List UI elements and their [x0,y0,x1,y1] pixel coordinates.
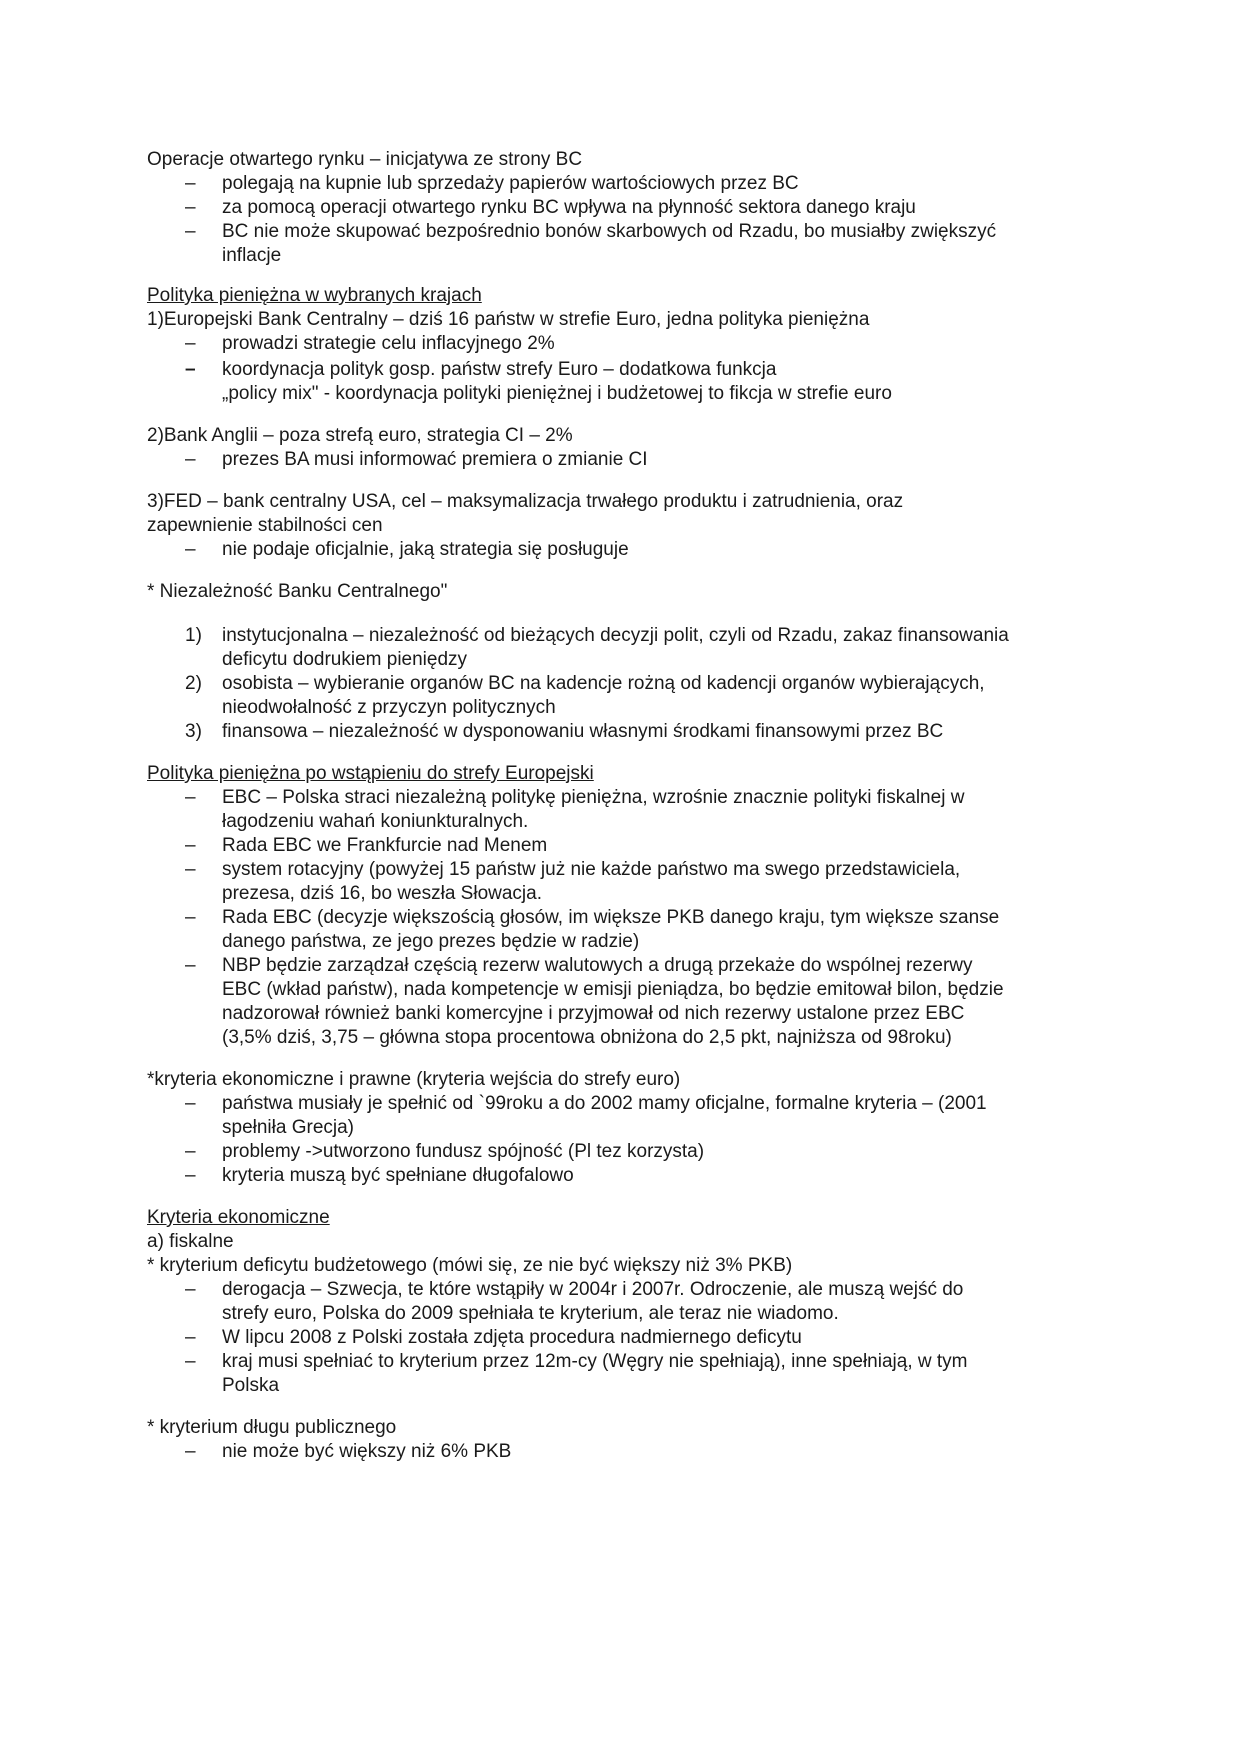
dash-marker: – [185,197,196,218]
dash-marker: – [185,907,196,928]
dash-marker: – [185,1351,196,1372]
item-text: osobista – wybieranie organów BC na kadencje rożną od kadencji organów wybierających, [222,673,985,694]
item-number: 1) [185,625,202,646]
bullet-text: danego państwa, ze jego prezes będzie w radzie) [222,931,640,952]
heading-criteria: *kryteria ekonomiczne i prawne (kryteria wejścia do strefy euro) [147,1069,681,1090]
bullet-text: system rotacyjny (powyżej 15 państw już nie każde państwo ma swego przedstawiciela, [222,859,961,880]
ebc-line: 1)Europejski Bank Centralny – dziś 16 państw w strefie Euro, jedna polityka pieniężna [147,309,870,330]
dash-marker: – [185,1441,196,1462]
bullet-text: derogacja – Szwecja, te które wstąpiły w 2004r i 2007r. Odroczenie, ale muszą wejść do [222,1279,964,1300]
bullet-text: łagodzeniu wahań koniunkturalnych. [222,811,529,832]
item-text: finansowa – niezależność w dysponowaniu własnymi środkami finansowymi przez BC [222,721,944,742]
bullet-text: EBC – Polska straci niezależną politykę pieniężna, wzrośnie znacznie polityki fiskalnej w [222,787,965,808]
bullet-text: polegają na kupnie lub sprzedaży papierów wartościowych przez BC [222,173,799,194]
bullet-text: strefy euro, Polska do 2009 spełniała te kryterium, ale teraz nie wiadomo. [222,1303,839,1324]
dash-marker: – [185,955,196,976]
dash-marker: – [185,221,196,242]
ba-line: 2)Bank Anglii – poza strefą euro, strategia CI – 2% [147,425,573,446]
item-text: instytucjonalna – niezależność od bieżących decyzji polit, czyli od Rzadu, zakaz finansowania [222,625,1009,646]
bullet-text: koordynacja polityk gosp. państw strefy Euro – dodatkowa funkcja [222,359,777,380]
dash-marker: – [185,1141,196,1162]
fed-line-continuation: zapewnienie stabilności cen [147,515,383,536]
item-number: 3) [185,721,202,742]
criterion-public-debt: * kryterium długu publicznego [147,1417,397,1438]
fed-line: 3)FED – bank centralny USA, cel – maksymalizacja trwałego produktu i zatrudnienia, oraz [147,491,904,512]
section-title-monetary-policy: Polityka pieniężna w wybranych krajach [147,285,482,306]
bullet-text: Rada EBC (decyzje większością głosów, im większe PKB danego kraju, tym większe szanse [222,907,1000,928]
dash-marker: – [185,449,196,470]
dash-marker: – [185,173,196,194]
bullet-text: nie może być większy niż 6% PKB [222,1441,512,1462]
bullet-text: (3,5% dziś, 3,75 – główna stopa procentowa obniżona do 2,5 pkt, najniższa od 98roku) [222,1027,952,1048]
bullet-text: kraj musi spełniać to kryterium przez 12m-cy (Węgry nie spełniają), inne spełniają, w tym [222,1351,968,1372]
bullet-text: nie podaje oficjalnie, jaką strategia się posługuje [222,539,629,560]
bullet-text: kryteria muszą być spełniane długofalowo [222,1165,574,1186]
section-title-economic-criteria: Kryteria ekonomiczne [147,1207,330,1228]
dash-marker: – [185,1165,196,1186]
dash-marker: – [185,539,196,560]
dash-marker: – [185,835,196,856]
bullet-text: EBC (wkład państw), nada kompetencje w emisji pieniądza, bo będzie emitował bilon, będzie [222,979,1004,1000]
bullet-text: nadzorował również banki komercyjne i przyjmował od nich rezerwy ustalone przez EBC [222,1003,965,1024]
bullet-text: prowadzi strategie celu inflacyjnego 2% [222,333,555,354]
bullet-text: prezesa, dziś 16, bo weszła Słowacja. [222,883,542,904]
item-number: 2) [185,673,202,694]
dash-marker: – [185,1327,196,1348]
criterion-deficit: * kryterium deficytu budżetowego (mówi się, ze nie być większy niż 3% PKB) [147,1255,793,1276]
dash-marker: – [185,359,196,380]
bullet-text: prezes BA musi informować premiera o zmianie CI [222,449,648,470]
dash-marker: – [185,1093,196,1114]
dash-marker: – [185,1279,196,1300]
bullet-text: „policy mix" - koordynacja polityki pieniężnej i budżetowej to fikcja w strefie euro [222,383,892,404]
dash-marker: – [185,787,196,808]
bullet-text: Rada EBC we Frankfurcie nad Menem [222,835,548,856]
bullet-text: za pomocą operacji otwartego rynku BC wpływa na płynność sektora danego kraju [222,197,916,218]
bullet-text: W lipcu 2008 z Polski została zdjęta procedura nadmiernego deficytu [222,1327,802,1348]
heading-open-market: Operacje otwartego rynku – inicjatywa ze strony BC [147,149,583,170]
section-title-euro-entry: Polityka pieniężna po wstąpieniu do strefy Europejski [147,763,594,784]
subheading-fiscal: a) fiskalne [147,1231,234,1252]
bullet-text: państwa musiały je spełnić od `99roku a do 2002 mamy oficjalne, formalne kryteria – (2001 [222,1093,987,1114]
bullet-text: Polska [222,1375,280,1396]
bullet-text: problemy ->utworzono fundusz spójność (Pl tez korzysta) [222,1141,705,1162]
bullet-text: spełniła Grecja) [222,1117,354,1138]
dash-marker: – [185,333,196,354]
item-text: nieodwołalność z przyczyn politycznych [222,697,556,718]
heading-independence: * Niezależność Banku Centralnego" [147,581,448,602]
bullet-text: NBP będzie zarządzał częścią rezerw walutowych a drugą przekaże do wspólnej rezerwy [222,955,973,976]
dash-marker: – [185,859,196,880]
bullet-text: inflacje [222,245,282,266]
item-text: deficytu dodrukiem pieniędzy [222,649,468,670]
bullet-text: BC nie może skupować bezpośrednio bonów skarbowych od Rzadu, bo musiałby zwiększyć [222,221,997,242]
